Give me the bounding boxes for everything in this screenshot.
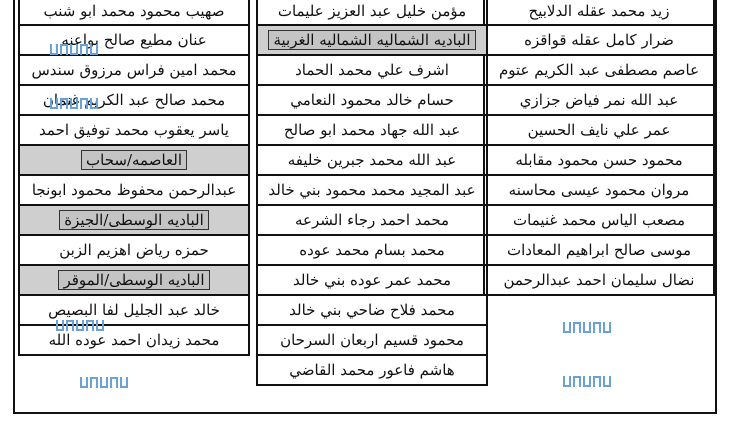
region-label: الباديه الشماليه الشماليه الغربية bbox=[268, 30, 475, 50]
table-cell: محمد بسام محمد عوده bbox=[258, 236, 486, 266]
region-label: الباديه الوسطى/الموقر bbox=[58, 270, 209, 290]
table-cell: نضال سليمان احمد عبدالرحمن bbox=[485, 266, 713, 296]
table-cell: صهيب محمود محمد ابو شنب bbox=[20, 0, 248, 26]
region-label: الباديه الوسطى/الجيزة bbox=[59, 210, 209, 230]
table-cell: خالد عبد الجليل لفا البصيص bbox=[20, 296, 248, 326]
table-cell: اشرف علي محمد الحماد bbox=[258, 56, 486, 86]
table-cell: هاشم فاعور محمد القاضي bbox=[258, 356, 486, 386]
region-header-cell bbox=[20, 206, 248, 236]
region-header-cell bbox=[20, 146, 248, 176]
table-cell: مروان محمود عيسى محاسنه bbox=[485, 176, 713, 206]
table-cell: ياسر يعقوب محمد توفيق احمد bbox=[20, 116, 248, 146]
table-cell: عبد الله جهاد محمد ابو صالح bbox=[258, 116, 486, 146]
name-column-2 bbox=[256, 0, 488, 386]
table-cell: عبد المجيد محمد محمود بني خالد bbox=[258, 176, 486, 206]
region-label: العاصمه/سحاب bbox=[81, 150, 187, 170]
table-cell: محمود قسيم اربعان السرحان bbox=[258, 326, 486, 356]
region-header-cell bbox=[258, 26, 486, 56]
table-cell: عنان مطيع صالح بواعنه bbox=[20, 26, 248, 56]
table-cell: عبدالرحمن محفوظ محمود ابونجا bbox=[20, 176, 248, 206]
table-cell: موسى صالح ابراهيم المعادات bbox=[485, 236, 713, 266]
table-cell: محمد فلاح ضاحي بني خالد bbox=[258, 296, 486, 326]
table-cell: محمد زيدان احمد عوده الله bbox=[20, 326, 248, 356]
table-cell: ضرار كامل عقله قواقزه bbox=[485, 26, 713, 56]
table-cell: محمد احمد رجاء الشرعه bbox=[258, 206, 486, 236]
name-column-1 bbox=[483, 0, 715, 296]
table-cell: عبد الله نمر فياض جزازي bbox=[485, 86, 713, 116]
table-cell: مصعب الياس محمد غنيمات bbox=[485, 206, 713, 236]
table-cell: حمزه رياض اهزيم الزبن bbox=[20, 236, 248, 266]
table-cell: محمود حسن محمود مقابله bbox=[485, 146, 713, 176]
region-header-cell bbox=[20, 266, 248, 296]
table-cell: مؤمن خليل عبد العزيز عليمات bbox=[258, 0, 486, 26]
table-cell: محمد امين فراس مرزوق سندس bbox=[20, 56, 248, 86]
table-cell: حسام خالد محمود النعامي bbox=[258, 86, 486, 116]
name-column-3 bbox=[18, 0, 250, 356]
table-cell: محمد صالح عبد الكريم غنمان bbox=[20, 86, 248, 116]
table-cell: عمر علي نايف الحسين bbox=[485, 116, 713, 146]
table-cell: عاصم مصطفى عبد الكريم عتوم bbox=[485, 56, 713, 86]
table-cell: زيد محمد عقله الدلابيح bbox=[485, 0, 713, 26]
table-cell: عبد الله محمد جبرين خليفه bbox=[258, 146, 486, 176]
table-cell: محمد عمر عوده بني خالد bbox=[258, 266, 486, 296]
